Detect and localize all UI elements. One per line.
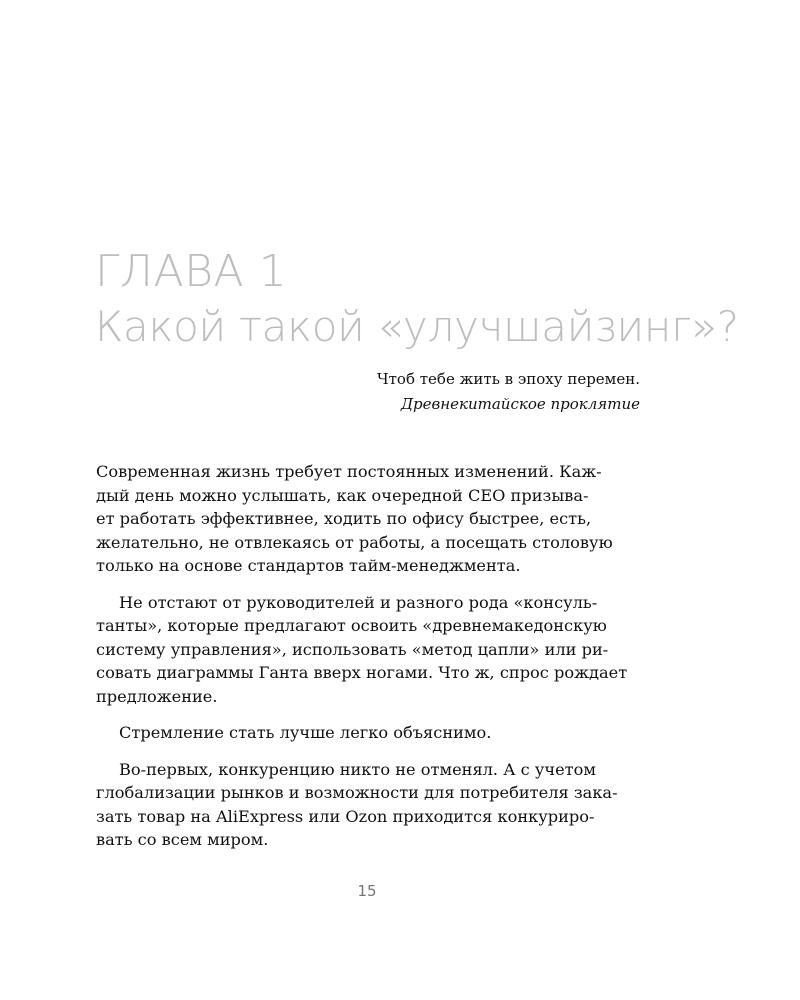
epigraph: [377, 367, 640, 417]
text-line: совать диаграммы Ганта вверх ногами. Что ж, спрос рождает: [96, 663, 628, 682]
text-line: Не отстают от руководителей и разного рода «консуль-: [119, 592, 598, 612]
text-line: Современная жизнь требует постоянных изменений. Каж-: [96, 462, 602, 481]
text-line: желательно, не отвлекаясь от работы, а посещать столовую: [96, 532, 613, 552]
epigraph-source: Древнекитайское проклятие: [400, 395, 640, 413]
text-line: только на основе стандартов тайм-менеджмента.: [96, 556, 521, 575]
epigraph-quote: Чтоб тебе жить в эпоху перемен.: [377, 370, 640, 388]
page-number: 15: [357, 882, 377, 900]
body-text: [96, 460, 641, 865]
text-line: Стремление стать лучше легко объяснимо.: [119, 723, 492, 742]
text-line: дый день можно услышать, как очередной CEO призыва-: [96, 485, 589, 505]
paragraph-3: [96, 721, 641, 745]
text-line: танты», которые предлагают освоить «древнемакедонскую: [96, 616, 607, 635]
chapter-title: Какой такой «улучшайзинг»?: [95, 302, 739, 351]
text-line: вать со всем миром.: [96, 830, 269, 849]
chapter-label: ГЛАВА 1: [95, 246, 288, 297]
paragraph-1: [96, 460, 641, 578]
paragraph-4: [96, 758, 641, 852]
paragraph-2: [96, 591, 641, 709]
text-line: глобализации рынков и возможности для потребителя зака-: [96, 783, 618, 802]
text-line: зать товар на AliExpress или Ozon приходится конкуриро-: [96, 806, 595, 826]
text-line: предложение.: [96, 686, 218, 706]
text-line: ет работать эффективнее, ходить по офису быстрее, есть,: [96, 509, 592, 528]
text-line: систему управления», использовать «метод цапли» или ри-: [96, 639, 609, 659]
text-line: Во-первых, конкуренцию никто не отменял. А с учетом: [119, 759, 596, 779]
